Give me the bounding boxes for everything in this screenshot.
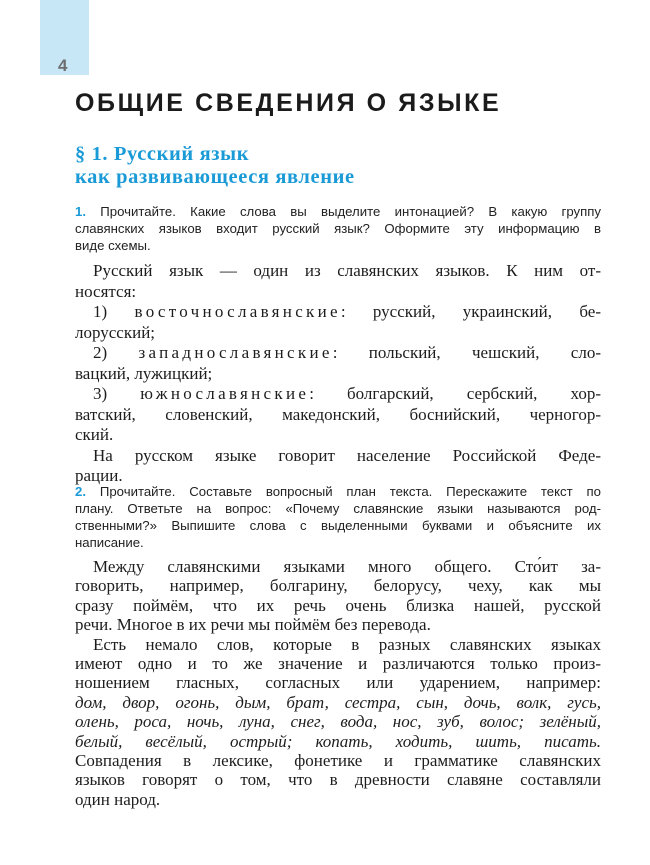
exercise-text: написание.	[75, 535, 144, 550]
exercise-1	[75, 203, 601, 254]
text-line	[75, 654, 601, 673]
text-line	[75, 405, 601, 426]
section-title-line: § 1. Русский язык	[75, 143, 250, 165]
text-line	[75, 364, 601, 385]
text-line	[75, 635, 601, 654]
text-line	[75, 770, 601, 789]
text-segment: сразу поймём, что их речь очень близка нашей, русской	[75, 595, 601, 615]
paragraph-1	[75, 261, 601, 487]
text-line	[75, 323, 601, 344]
page-number: 4	[58, 56, 68, 75]
text-segment: имеют одно и то же значение и различаются только произ-	[75, 654, 601, 674]
text-segment: Есть немало слов, которые в разных славянских языках	[93, 634, 601, 654]
text-line	[75, 302, 601, 323]
exercise-text: Прочитайте. Какие слова вы выделите интонацией? В какую группу	[100, 204, 601, 219]
text-segment: рации.	[75, 466, 123, 485]
text-line	[75, 343, 601, 364]
text-segment: вацкий, лужицкий;	[75, 363, 213, 383]
text-line	[75, 596, 601, 615]
spaced-term: западнославянские	[138, 343, 333, 362]
text-line	[75, 557, 601, 576]
paragraph-2	[75, 557, 601, 809]
text-segment: : русский, украинский, бе-	[340, 302, 601, 321]
text-segment: Совпадения в лексике, фонетике и грамматике славянских	[75, 751, 601, 771]
text-segment: речи. Многое в их речи мы поймём без перевода.	[75, 615, 431, 635]
text-segment: ватский, словенский, македонский, боснийский, черногор-	[75, 404, 601, 424]
text-segment: 1)	[93, 302, 135, 321]
exercise-text: Прочитайте. Составьте вопросный план текста. Перескажите текст по	[99, 484, 601, 499]
text-segment: олень, роса, ночь, луна, снег, вода, нос, зуб, волос; зелёный,	[75, 712, 601, 732]
text-line	[75, 712, 601, 731]
text-line	[75, 576, 601, 595]
exercise-text: ственными?» Выпишите слова с выделенными буквами и объясните их	[75, 518, 601, 533]
section-title-line: как развивающееся явление	[75, 166, 355, 188]
text-segment: ский.	[75, 425, 114, 444]
exercise-number: 2.	[75, 484, 86, 499]
text-segment: 3)	[93, 384, 141, 403]
text-line	[75, 790, 601, 809]
text-line	[75, 384, 601, 405]
text-line	[75, 732, 601, 751]
text-segment: На русском языке говорит население Российской Феде-	[93, 445, 601, 465]
spaced-term: восточнославянские	[134, 302, 341, 321]
text-line	[75, 673, 601, 692]
text-line	[75, 282, 601, 303]
chapter-title: ОБЩИЕ СВЕДЕНИЯ О ЯЗЫКЕ	[75, 89, 502, 117]
text-segment: носятся:	[75, 281, 137, 301]
text-segment: белый, весёлый, острый; копать, ходить, шить, писать.	[75, 731, 601, 751]
exercise-text: виде схемы.	[75, 238, 151, 253]
text-line	[75, 446, 601, 467]
text-segment: один народ.	[75, 789, 161, 809]
text-segment: лорусский;	[75, 322, 156, 342]
text-line	[75, 261, 601, 282]
exercise-2	[75, 483, 601, 551]
text-segment: говорить, например, болгарину, белорусу, чеху, как мы	[75, 576, 601, 596]
exercise-text: славянских языков входит русский язык? Оформите эту информацию в	[75, 221, 601, 236]
section-title	[75, 143, 355, 189]
exercise-text: плану. Ответьте на вопрос: «Почему славянские языки называются род-	[75, 501, 601, 516]
exercise-number: 1.	[75, 204, 86, 219]
text-segment: ношением гласных, согласных или ударением, например:	[75, 673, 601, 693]
text-line	[75, 615, 601, 634]
spaced-term: южнославянские	[140, 384, 310, 403]
text-segment: дом, двор, огонь, дым, брат, сестра, сын, дочь, волк, гусь,	[75, 692, 601, 712]
text-line	[75, 751, 601, 770]
text-line	[75, 425, 601, 446]
text-segment: Между славянскими языками много общего. Сто́ит за-	[93, 557, 601, 576]
text-segment: : польский, чешский, сло-	[332, 343, 601, 362]
text-line	[75, 693, 601, 712]
text-segment: 2)	[93, 343, 139, 362]
text-segment: : болгарский, сербский, хор-	[309, 384, 601, 403]
text-segment: Русский язык — один из славянских языков. К ним от-	[93, 261, 601, 280]
text-segment: языков говорят о том, что в древности славяне составляли	[75, 770, 601, 790]
